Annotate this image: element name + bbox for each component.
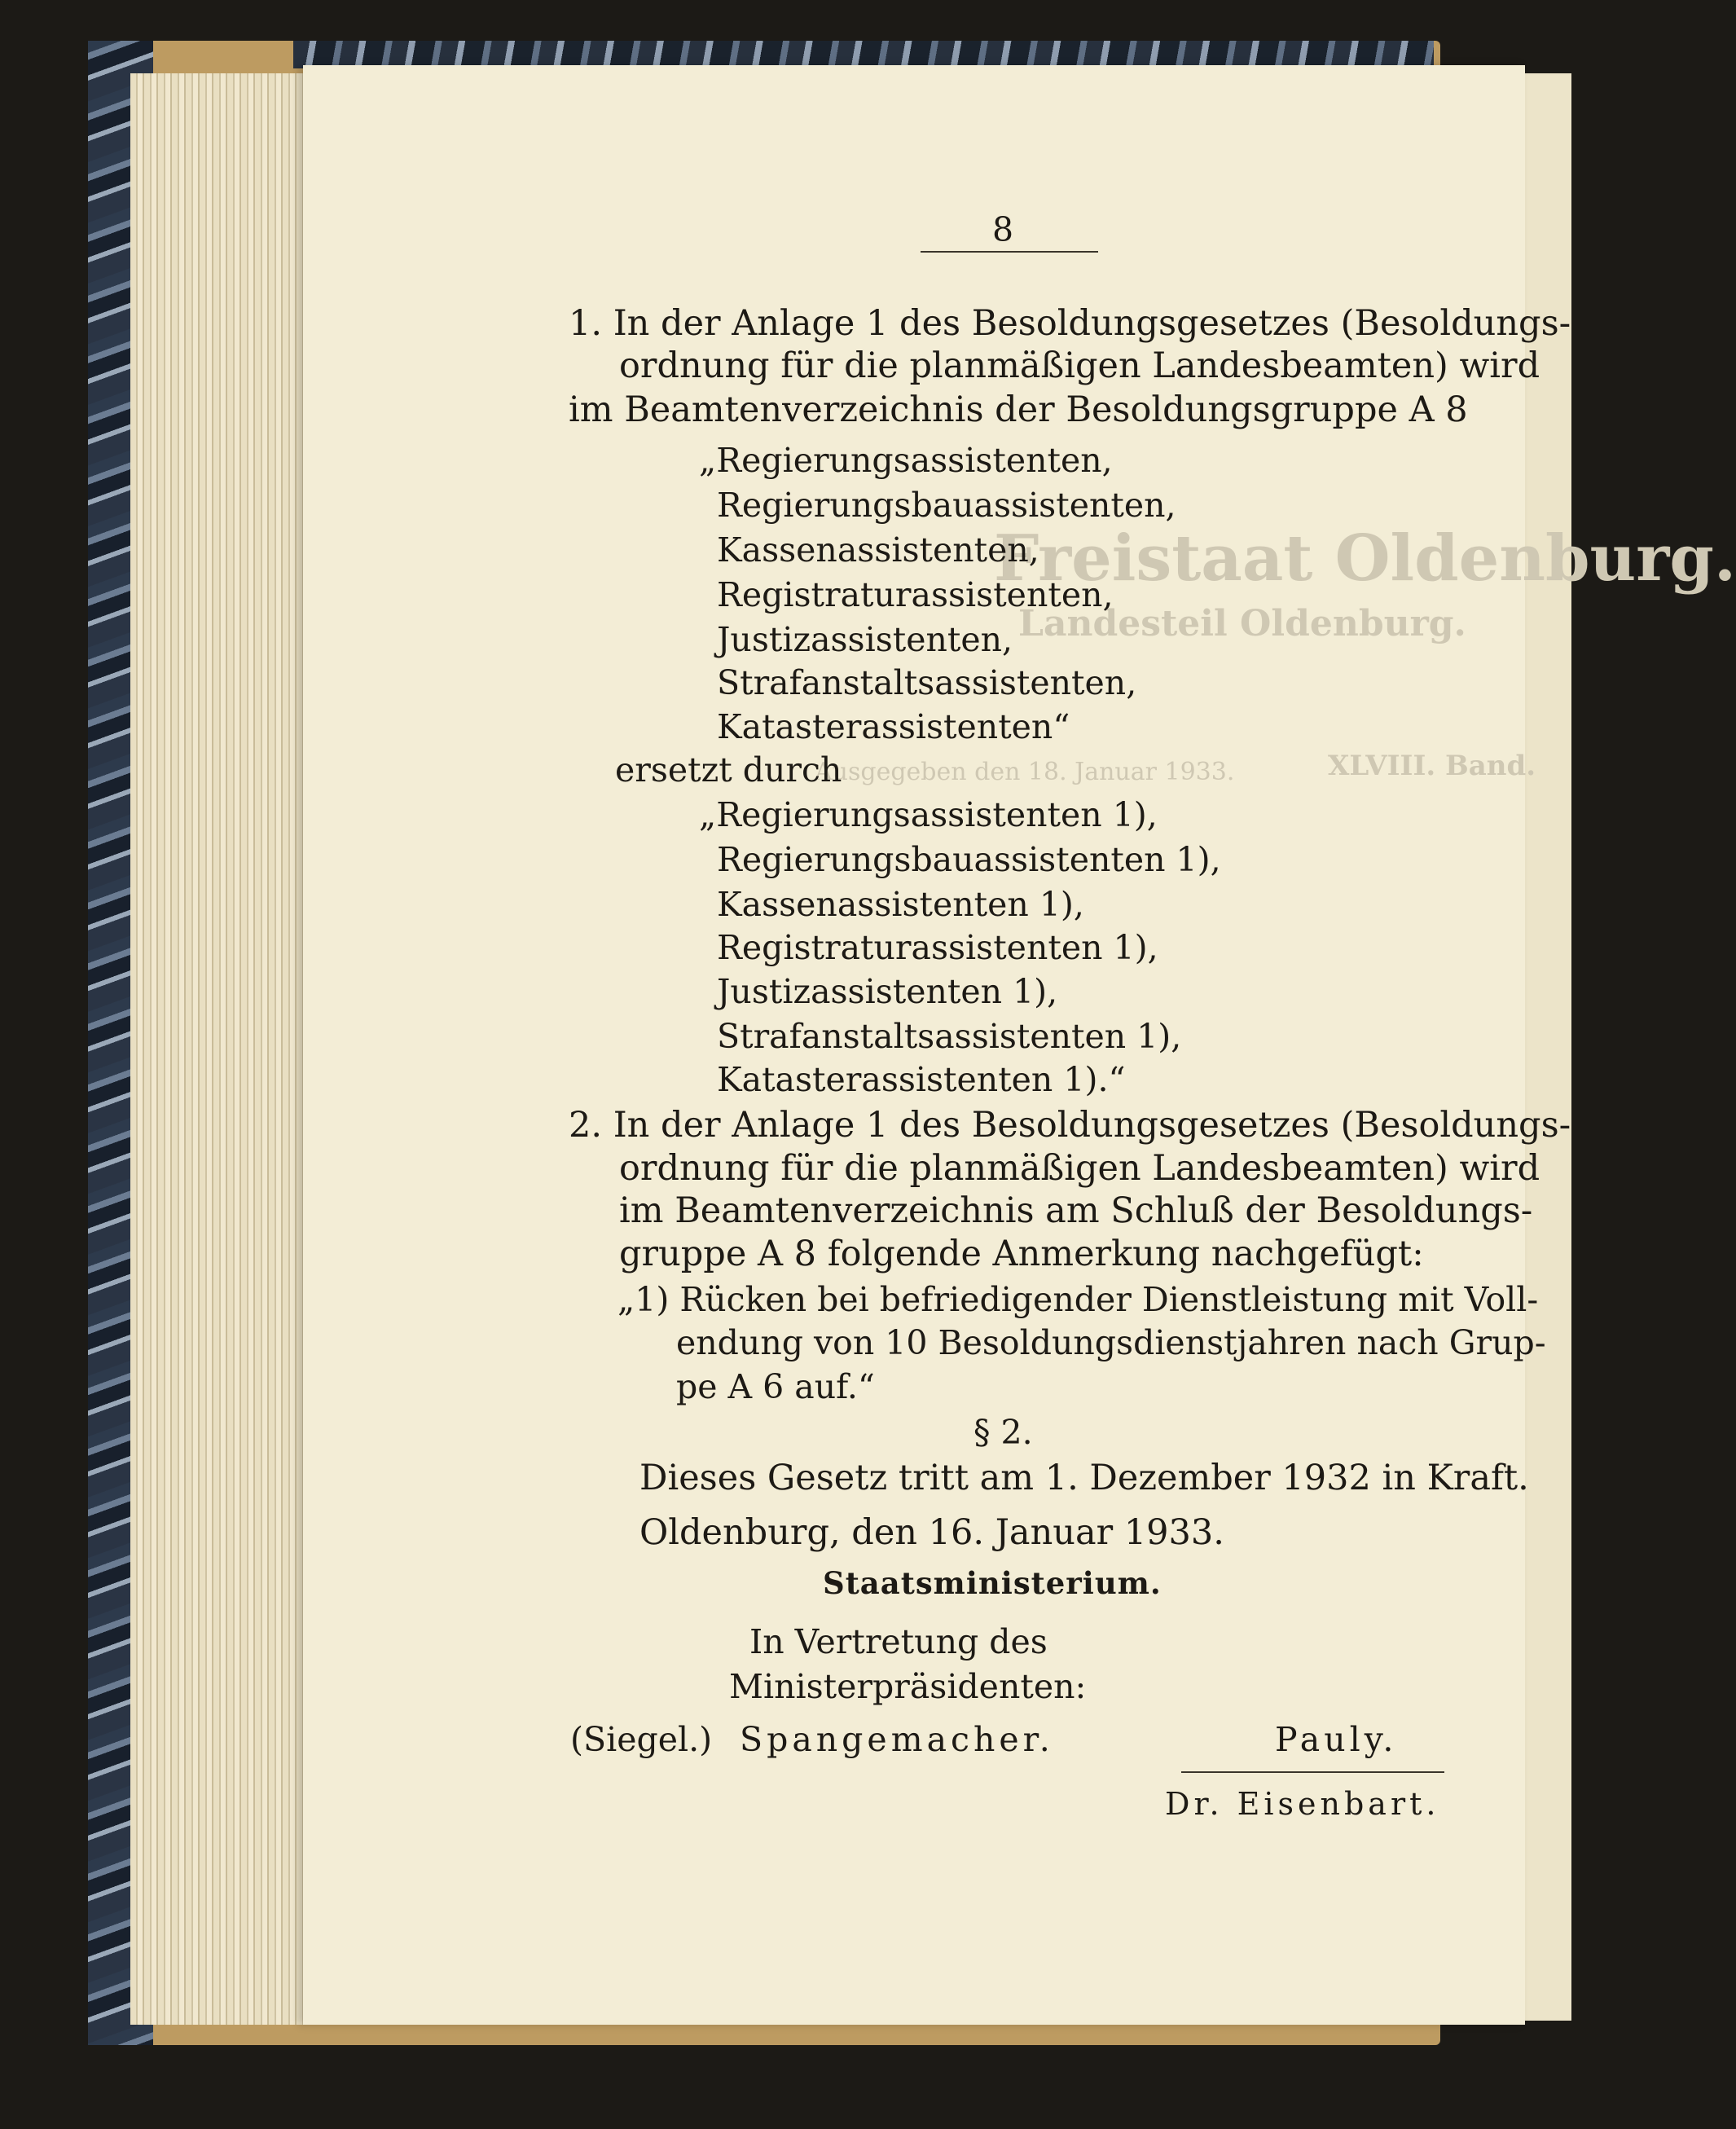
replaced-by: ersetzt durch xyxy=(615,750,842,790)
old-title-3: Kassenassistenten, xyxy=(717,530,1039,570)
old-title-6: Strafanstaltsassistenten, xyxy=(717,663,1137,702)
signer-pauly: Pauly. xyxy=(1275,1720,1398,1759)
note-line1: „1) Rücken bei befriedigender Dienstleistung mit Voll- xyxy=(617,1280,1539,1319)
representation-line1: In Vertretung des xyxy=(749,1622,1048,1661)
place-date: Oldenburg, den 16. Januar 1933. xyxy=(639,1512,1224,1553)
note-line3: pe A 6 auf.“ xyxy=(676,1367,875,1406)
item1-line2: ordnung für die planmäßigen Landesbeamten) wird xyxy=(619,345,1540,386)
new-title-3: Kassenassistenten 1), xyxy=(717,885,1084,924)
old-title-2: Regierungsbauassistenten, xyxy=(717,486,1176,525)
bleed-through-subtitle: Landesteil Oldenburg. xyxy=(1018,603,1466,644)
bleed-through-volume: XLVIII. Band. xyxy=(1328,750,1536,782)
representation-line2: Ministerpräsidenten: xyxy=(729,1667,1087,1706)
item2-line1: 2. In der Anlage 1 des Besoldungsgesetzes (Besoldungs- xyxy=(569,1105,1571,1146)
page-number: 8 xyxy=(992,210,1014,249)
page-number-rule xyxy=(921,251,1098,253)
old-title-7: Katasterassistenten“ xyxy=(717,707,1070,746)
old-title-5: Justizassistenten, xyxy=(717,620,1013,659)
old-title-4: Registraturassistenten, xyxy=(717,575,1114,614)
new-title-1: „Regierungsassistenten 1), xyxy=(699,795,1158,834)
note-line2: endung von 10 Besoldungsdienstjahren nach Grup- xyxy=(676,1323,1546,1362)
new-title-6: Strafanstaltsassistenten 1), xyxy=(717,1017,1182,1056)
item1-line1: 1. In der Anlage 1 des Besoldungsgesetzes (Besoldungs- xyxy=(569,303,1571,344)
ministry-heading: Staatsministerium. xyxy=(823,1565,1162,1601)
item2-line3: im Beamtenverzeichnis am Schluß der Besoldungs- xyxy=(619,1190,1533,1231)
bleed-through-issue-date: Ausgegeben den 18. Januar 1933. xyxy=(815,758,1235,786)
new-title-2: Regierungsbauassistenten 1), xyxy=(717,840,1221,879)
seal-note: (Siegel.) xyxy=(570,1720,713,1759)
item1-line3: im Beamtenverzeichnis der Besoldungsgruppe A 8 xyxy=(569,389,1468,430)
page-block-edge xyxy=(130,73,326,2025)
section-heading: § 2. xyxy=(973,1413,1033,1452)
bleed-through-title: Freistaat Oldenburg. xyxy=(994,521,1736,596)
signer-spangemacher: Spangemacher. xyxy=(740,1720,1054,1759)
item2-line2: ordnung für die planmäßigen Landesbeamten) wird xyxy=(619,1148,1540,1189)
signature-rule xyxy=(1181,1771,1444,1773)
new-title-4: Registraturassistenten 1), xyxy=(717,928,1158,967)
signer-eisenbart: Dr. Eisenbart. xyxy=(1165,1786,1440,1822)
new-title-5: Justizassistenten 1), xyxy=(717,972,1058,1011)
effective-date: Dieses Gesetz tritt am 1. Dezember 1932 in Kraft. xyxy=(639,1458,1529,1498)
item2-line4: gruppe A 8 folgende Anmerkung nachgefügt: xyxy=(619,1234,1424,1274)
old-title-1: „Regierungsassistenten, xyxy=(699,441,1113,480)
marbled-top-edge xyxy=(293,41,1434,68)
new-title-7: Katasterassistenten 1).“ xyxy=(717,1060,1126,1099)
